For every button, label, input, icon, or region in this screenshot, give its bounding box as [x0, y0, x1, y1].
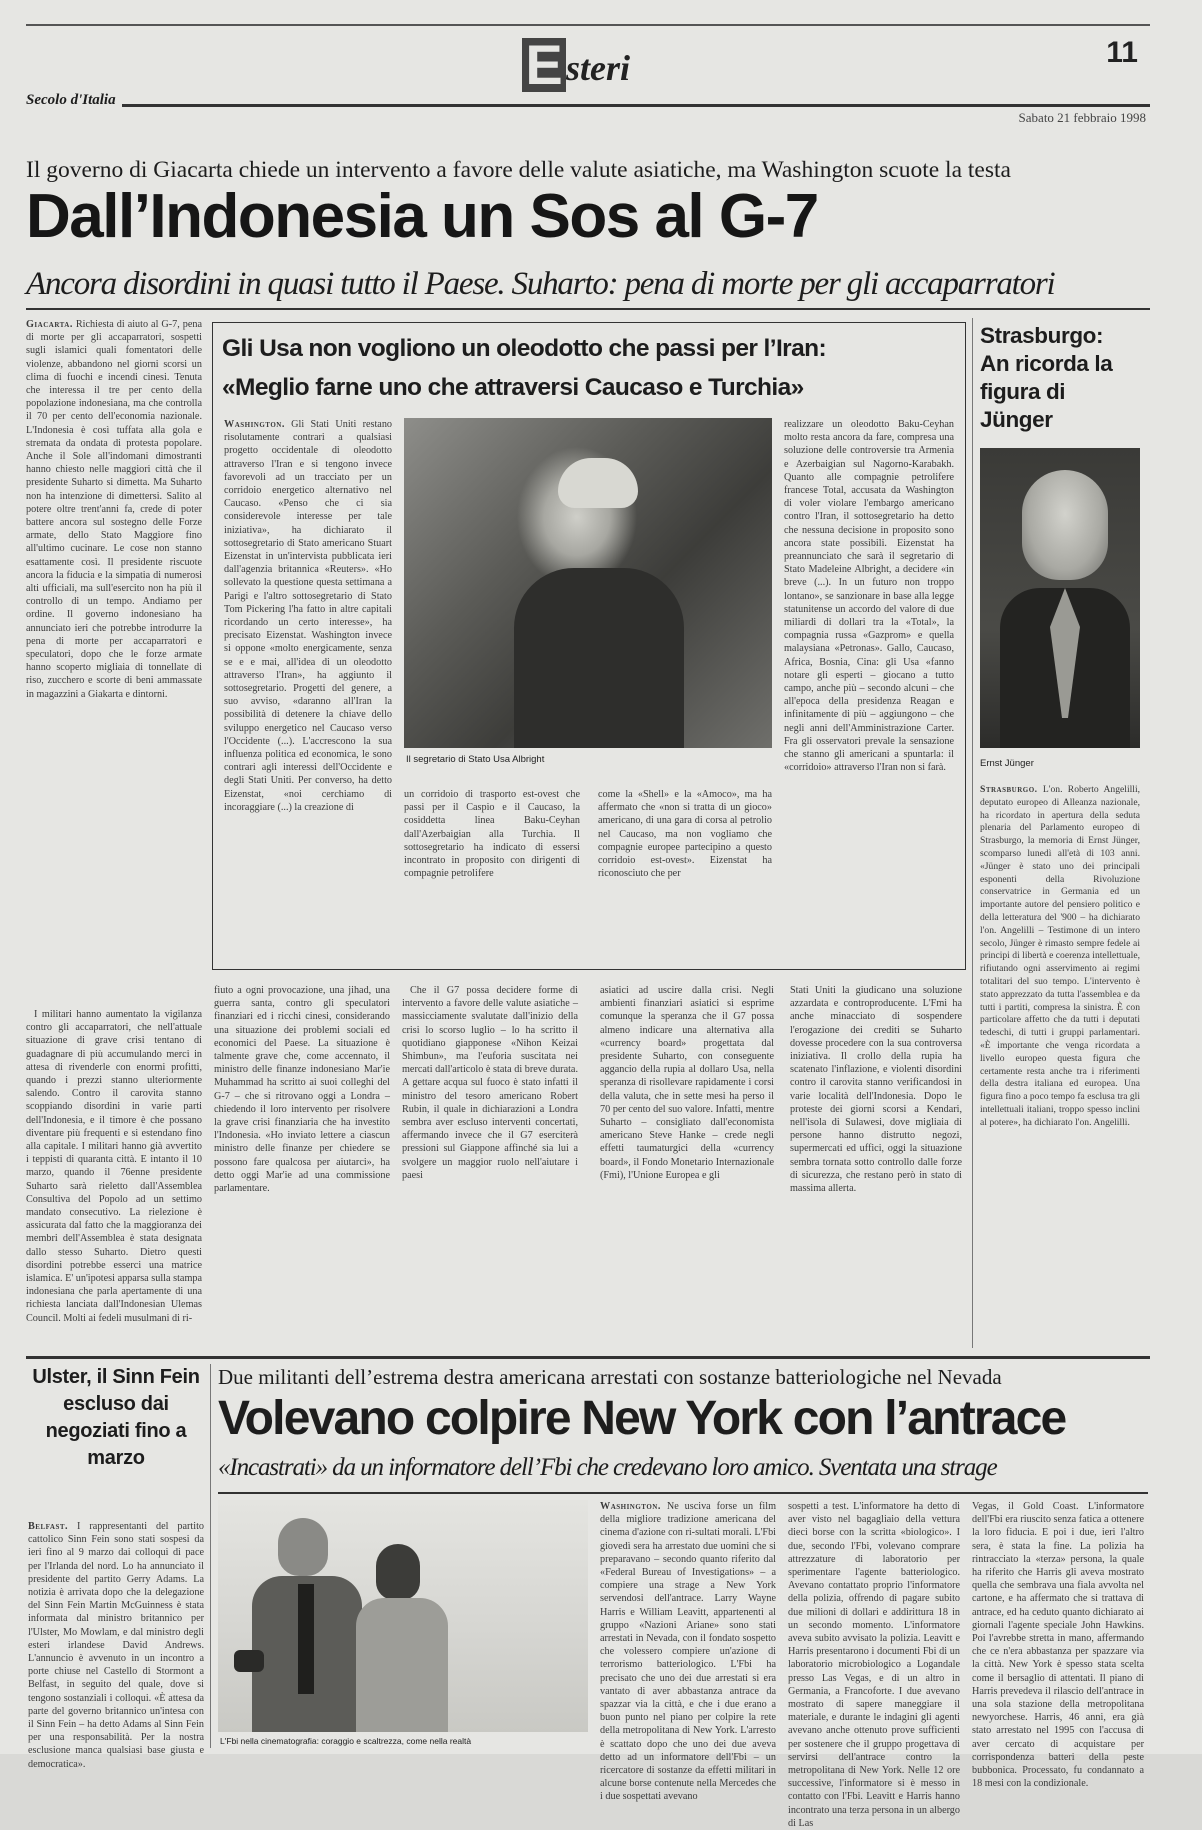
top-story-text-1a: Richiesta di aiuto al G-7, pena di morte per gli accaparratori, sospetti sugli islamici quali fomentatori delle violenze, abbandono nel giorni scorsi un clima di fuochi e incendi cinesi. Tenuta che interessa il tre per cento della popolazione indonesiana, ma che controlla il 70 per cento dell'economia nazionale. L'Indonesia è così tuffata alla gola e stremata da ondata di protesta popolare. Anche il Sole all'indomani dimostranti hanno chiesto nelle maggiori città che il presidente Suharto si dimetta. Ma Suharto non ha intenzione di dimettersi. Salito al potere oltre trent'anni fa, crede di poter battere ancora sul sostegno delle Forze armate, dello Stato Maggiore fino all'ultimo cucinare. Le cose non stanno esattamente così. Il presidente riscuote ancora la fiducia e la simpatia di numerosi alti ufficiali, ma sull'esercito non ha più il controllo di un tempo. Andiamo per ordine. Il governo indonesiano ha annunciato ieri che potrebbe introdurre la pena di morte per accaparratori e speculatori, dopo che le forze armate hanno scoperto migliaia di tonnellate di riso, zucchero e scorte di beni ammassate in magazzini a Giakarta e dintorni.: [26, 319, 202, 700]
middle-rule: [26, 1356, 1150, 1359]
masthead: Secolo d'Italia: [26, 92, 122, 109]
ulster-dateline: Belfast.: [28, 1521, 69, 1532]
anthrax-headline: Volevano colpire New York con l’antrace: [218, 1392, 1066, 1445]
top-story-column-2: [214, 984, 390, 1348]
sidebar-divider: [972, 318, 973, 1348]
junger-headline: Strasburgo: An ricorda la figura di Jünger: [980, 323, 1113, 432]
anthrax-deck-rule: [218, 1492, 1148, 1494]
top-story-deck: Ancora disordini in quasi tutto il Paese. Suharto: pena di morte per gli accaparratori: [26, 266, 1055, 302]
top-story-text-4: asiatici ad uscire dalla crisi. Negli ambienti finanziari asiatici si esprime comunque la speranza che il G7 possa almeno indicare una alternativa alla «currency board» progettata dal presidente Suharto, con conseguente aggancio della rupia al dollaro Usa, nella speranza di risollevare rapidamente i corsi della valuta, che in sette mesi ha perso il 70 per cento del suo valore. Infatti, mentre Suharto – consigliato dall'economista americano Steve Hanke – crede negli effetti taumaturgici della «currency board», il Fondo Monetario Internazionale (Fmi), l'Unione Europea e gli: [600, 985, 774, 1181]
anthrax-text-3: Vegas, il Gold Coast. L'informatore dell'Fbi era riuscito senza fatica a ottenere la loro fiducia. E poi i due, ieri l'altro sera, è stata la fine. La polizia ha rintracciato la «terza» persona, la quale ha riferito che Harris gli aveva mostrato quella che sembrava una fiala avvolta nel cartone, e ha affermato che si trattava di antrace, ed ha ceduto quanto dichiarato ai giornali l'agente speciale John Hawkins. Poi l'avrebbe stretta in mano, affermando che ce n'era abbastanza per spazzare via la città. New York è spesso stata scelta come il bersaglio di attentati. Il piano di Harris prevedeva il rilascio dell'antrace in una sola stazione della metropolitana newyorchese. Harris, 46 anni, era già stato arrestato nel 1995 con l'accusa di aver cercato di acquistare per corrispondenza batteri della peste bubbonica. Processato, fu condannato a 18 mesi con la condizionale.: [972, 1501, 1144, 1790]
top-story-column-1: [26, 318, 202, 1008]
pipeline-column-a: [224, 418, 392, 974]
top-story-dateline: Giacarta.: [26, 319, 73, 330]
header-rule: [26, 104, 1150, 107]
top-story-column-3: [402, 984, 578, 1348]
section-rest: steri: [566, 48, 631, 88]
anthrax-dateline: Washington.: [600, 1501, 661, 1512]
ulster-divider: [210, 1364, 211, 1748]
ulster-text: I rappresentanti del partito cattolico Sinn Fein sono stati sospesi da ieri fino al 9 marzo dai colloqui di pace per l'Irlanda del nord. Lo ha annunciato il presidente del partito Gerry Adams. La notizia è arrivata dopo che la delegazione del Sinn Fein Martin McGuinness è stata informata dal ministro britannico per l'Ulster, Mo Mowlam, e dal ministro degli esteri irlandese David Andrews. L'annuncio è avvenuto in un incontro a porte chiuse nel Castello di Stormont a Belfast, in seguito del quale, dove si tengono sostanziali i colloqui. «È attesa da parte del governo britannico un'intesa con il Sinn Fein – ha detto Adams al Sinn Fein per una responsabilità. Per la nostra esclusione manca qualsiasi base giusta e democratica».: [28, 1521, 204, 1770]
pipeline-headline-2: «Meglio farne uno che attraversi Caucaso e Turchia»: [222, 374, 804, 401]
deck-rule: [26, 308, 1150, 310]
pipeline-column-d: [784, 418, 954, 974]
top-story-column-1-continued: [26, 1008, 202, 1348]
pipeline-text-c: come la «Shell» e la «Amoco», ma ha affermato che «non si tratta di un gioco» americano, di una gara di corsa al petrolio nel Caucaso, ma non vogliamo che compagnie europee partecipino a questo corridoio est-ovest». Eizenstat ha riconosciuto che per: [598, 789, 772, 880]
pipeline-headline-1: Gli Usa non vogliono un oleodotto che passi per l’Iran:: [222, 335, 827, 362]
issue-date: Sabato 21 febbraio 1998: [1018, 110, 1146, 125]
pipeline-column-c: [598, 788, 772, 974]
albright-photo-caption: Il segretario di Stato Usa Albright: [406, 754, 545, 765]
top-story-headline: Dall’Indonesia un Sos al G-7: [26, 182, 818, 251]
junger-photo: [980, 448, 1140, 748]
ulster-headline: Ulster, il Sinn Fein escluso dai negoziati fino a marzo: [32, 1366, 200, 1469]
top-story-column-4: [600, 984, 774, 1348]
junger-photo-caption: Ernst Jünger: [980, 758, 1034, 769]
section-initial: E: [522, 38, 566, 92]
top-story-text-3: Che il G7 possa decidere forme di intervento a favore delle valute asiatiche – massicciamente svalutate dall'inizio della crisi lo scorso luglio – lo ha scritto il quotidiano giapponese «Nihon Keizai Shimbun», ma l'euforia suscitata nei mercati dall'articolo è stata di breve durata. A gettare acqua sul fuoco è stato infatti il ministro del tesoro americano Robert Rubin, il quale in dichiarazioni a Londra sembra aver escluso interventi concertati, affermando invece che il G7 eserciterà pressioni sul Giappone affinché sia lui a svolgere un maggior ruolo nell'aiutare i paesi: [402, 985, 578, 1181]
top-story-column-5: [790, 984, 962, 1348]
fbi-movie-photo-caption: L'Fbi nella cinematografia: coraggio e scaltrezza, come nella realtà: [220, 1736, 472, 1746]
anthrax-kicker: Due militanti dell’estrema destra americana arrestati con sostanze batteriologiche nel Nevada: [218, 1365, 1002, 1389]
anthrax-deck: «Incastrati» da un informatore dell’Fbi che credevano loro amico. Sventata una strage: [218, 1454, 997, 1481]
top-story-text-1b: I militari hanno aumentato la vigilanza contro gli accaparratori, che nell'attuale situazione di grave crisi tentano di guadagnare di più accumulando merci in attesa di rivenderle con enormi profitti, quando i prezzi stanno ulteriormente salendo. Contro il carovita stanno scoppiando disordini in varie parti dell'Indonesia, e il timore è che possano diventare più frequenti e si estendano fino alla capitale. I militari hanno già avvertito i teppisti di quaranta città. E intanto il 10 marzo, quando il 76enne presidente Suharto sarà rieletto dall'Assemblea Consultiva del Popolo ad un settimo mandato consecutivo. La rielezione è assicurata dal fatto che la maggioranza dei membri dell'Assemblea è stata designata dallo stesso Suharto. Dietro questi disordini potrebbe esserci una matrice islamica. E' un'ipotesi apparsa sulla stampa indonesiana che parla apertamente di una richiesta lanciata dall'Indonesian Ulemas Council. Molti ai fedeli musulmani di ri-: [26, 1009, 202, 1324]
anthrax-column-3: [972, 1500, 1144, 1790]
pipeline-text-b: un corridoio di trasporto est-ovest che passi per il Caspio e il Caucaso, la cosiddetta linea Baku-Ceyhan dall'Azerbaigian alla Turchia. Il sottosegretario ha indicato di essersi incontrato in proposito con dirigenti di compagnie petrolifere: [404, 789, 580, 880]
ulster-text-column: [28, 1520, 204, 1770]
anthrax-text-1: Ne usciva forse un film della migliore tradizione americana del cinema d'azione con ri-sultati morali. L'Fbi giovedì sera ha arrestato due uomini che si preparavano – secondo quanto riferito dal «Federal Bureau of Investigations» – a compiere una strage a New York servendosi dell'antrace. Larry Wayne Harris e William Leavitt, appartenenti al gruppo «Nazioni Ariane» sono stati arrestati in Nevada, con il fondato sospetto che volessero compiere un'azione di terrorismo batteriologico. L'Fbi ha precisato che uno dei due arrestati si era vantato di aver abbastanza antrace da spazzar via la città, e che i due erano a buon punto nel piano per colpire la rete della metropolitana di New York. L'arresto è scattato dopo che uno dei due aveva detto ad un informatore dell'Fbi – un ricercatore di sostanze da effetti militari in alcune borse contenute nella Mercedes che i due sospettati avevano: [600, 1501, 777, 1803]
pipeline-text-a: Gli Stati Uniti restano risolutamente contrari a qualsiasi progetto occidentale di oleodotto attraverso l'Iran e si tengono invece favorevoli ad un tracciato per un corridoio energetico alternativo nel Caucaso. «Penso che ci sia considerevole interesse per tale iniziativa», ha dichiarato il sottosegretario di Stato americano Stuart Eizenstat in un'intervista pubblicata ieri dall'agenzia britannica «Reuters». «Ho sollevato la questione questa settimana a Parigi e l'altro sottosegretario di Stato Tom Pickering l'ha fatto in altre capitali ricordando un certo interesse», ha precisato Eizenstat. Washington invece si oppone «molto energicamente, senza se e e mai, all'idea di un oleodotto attraverso l'Iran», ha aggiunto il sottosegretario. Progetti del genere, a suo avviso, «daranno all'Iran la possibilità di detenere la chiave dello sviluppo energetico nel Caucaso verso l'Occidente (...). L'accrescono la sua influenza politica ed economica, le sono contrari agli interessi dell'Occidente e degli Stati Uniti. Per converso, ha detto Eizenstat, «noi cerchiamo di incoraggiare (...) la creazione di: [224, 419, 393, 813]
header-top-rule: [26, 24, 1150, 26]
top-story-text-2: fiuto a ogni provocazione, una jihad, una guerra santa, contro gli speculatori finanziari ed i ricchi cinesi, considerando una situazione dei problemi sociali ed economici del Paese. La situazione è talmente grave che, come accennato, il ministro delle finanze indonesiano Mar'ie Muhammad ha scritto ai suoi colleghi del G-7 – che si ritrovano oggi a Londra – chiedendo il loro intervento per risolvere la grave crisi finanziaria che ha investito l'Indonesia. «Ho inviato lettere a ciascun ministro delle finanze per chiedere se possono fare qualcosa per aiutarci», ha detto oggi Mar'ie ad una commissione parlamentare.: [214, 985, 390, 1195]
anthrax-text-2: sospetti a test. L'informatore ha detto di aver visto nel bagagliaio della vettura dieci borse con la scritta «biologico». I due, secondo l'Fbi, volevano comprare attrezzature di laboratorio per sperimentare l'agente batteriologico. Avevano contattato proprio l'informatore della polizia, offrendo di pagare subito due milioni di dollari e addirittura 18 in un secondo momento. L'informatore aveva subito avvisato la polizia. Leavitt e Harris presentarono i documenti Fbi di un laboratorio microbiologico a Logandale presso Las Vegas, e di un altro in Germania, a Francoforte. I due avevano mostrato di sapere maneggiare il materiale, e durante le indagini gli agenti avevano anche ottenuto prove sufficienti per sostenere che il gruppo progettava di servirsi dell'antrace contro la metropolitana di New York. Nelle 12 ore successive, l'informatore si è messo in contatto con l'Fbi. Leavitt e Harris hanno incontrato una terza persona in un albergo di Las: [788, 1501, 960, 1829]
junger-text-column: [980, 784, 1140, 1348]
page-number: 11: [1106, 36, 1138, 69]
junger-text: L'on. Roberto Angelilli, deputato europeo di Alleanza nazionale, ha ricordato in apertura della seduta plenaria del Parlamento europeo di Strasburgo, la memoria di Ernst Jünger, scomparso lunedì all'età di 103 anni. «Jünger è stato uno dei principali esponenti della Rivoluzione conservatrice in Germania ed un importante autore del pensiero politico e della letteratura del '900 – ha dichiarato l'on. Angelilli – Testimone di un intero secolo, Jünger è rimasto sempre fedele ai principi di libertà e coerenza intellettuale, rifiutando ogni asservimento ai regimi totalitari del suo tempo. L'intervento è stato apprezzato da tutta l'assemblea e da tutti i partiti, compresa la sinistra. È con particolare affetto che da tutti i deputati tedeschi, di tutti i gruppi parlamentari. «È importante che venga ricordata a livello europeo questa figura che certamente resta anche tra i riferimenti della destra italiana ed europea. Una figura fino a poco tempo fa esclusa tra gli intellettuali italiani, troppo spesso inclini al potere», ha dichiarato l'on. Angelilli.: [980, 784, 1141, 1128]
junger-dateline: Strasburgo.: [980, 784, 1038, 795]
section-title: [522, 33, 682, 96]
albright-photo: [404, 418, 772, 748]
top-story-text-5: Stati Uniti la giudicano una soluzione azzardata e controproducente. L'Fmi ha anche minacciato di sospendere l'erogazione dei crediti se Suharto dovesse procedere con la sua controversa iniziativa. Il crollo della rupia ha scatenato l'inflazione, e violenti disordini contro il carovita stanno verificandosi in varie località dell'Indonesia. Dopo le proteste dei giorni scorsi a Kendari, nell'isola di Sulawesi, dove migliaia di persone hanno distrutto negozi, supermercati ed uffici, oggi la situazione sembra tornata sotto controllo dalle forze di sicurezza, che restano però in stato di massima allerta.: [790, 985, 962, 1195]
pipeline-text-d: realizzare un oleodotto Baku-Ceyhan molto resta ancora da fare, compresa una soluzione delle controversie tra Armenia e Azerbaigian sul Nagorno-Karabakh. Quanto alle compagnie petrolifere francese Total, accusata da Washington di voler violare l'embargo americano contro l'Iran, il sottosegretario ha detto che nessuna decisione in proposito sono ancora state possibili. Eizenstat ha preannunciato che sarà il segretario di Stato Madeleine Albright, a decidere «in breve (...). In un futuro non troppo lontano», se sanzionare in base alla legge statunitense un accordo del valore di due miliardi di dollari tra la «Total», la compagnia russa «Gazprom» e quella malaysiana «Petronas». Gallo, Caucaso, Africa, Bosnia, Cina: gli Usa «fanno notare gli esperti – giocano a tutto campo, anche più – secondo alcuni – che all'epoca della presidenza Reagan e infinitamente di più – aggiungono – che negli anni dell'Amministrazione Carter. Fra gli osservatori prevale la sensazione che stanno gli americani a spuntarla: il «corridoio» attraverso l'Iran non si farà.: [784, 419, 954, 774]
pipeline-column-b: [404, 788, 580, 974]
fbi-movie-photo: [218, 1500, 588, 1732]
pipeline-dateline: Washington.: [224, 419, 285, 430]
anthrax-column-1: [600, 1500, 777, 1803]
top-story-kicker: Il governo di Giacarta chiede un intervento a favore delle valute asiatiche, ma Washington scuote la testa: [26, 157, 1011, 183]
anthrax-column-2: [788, 1500, 960, 1829]
